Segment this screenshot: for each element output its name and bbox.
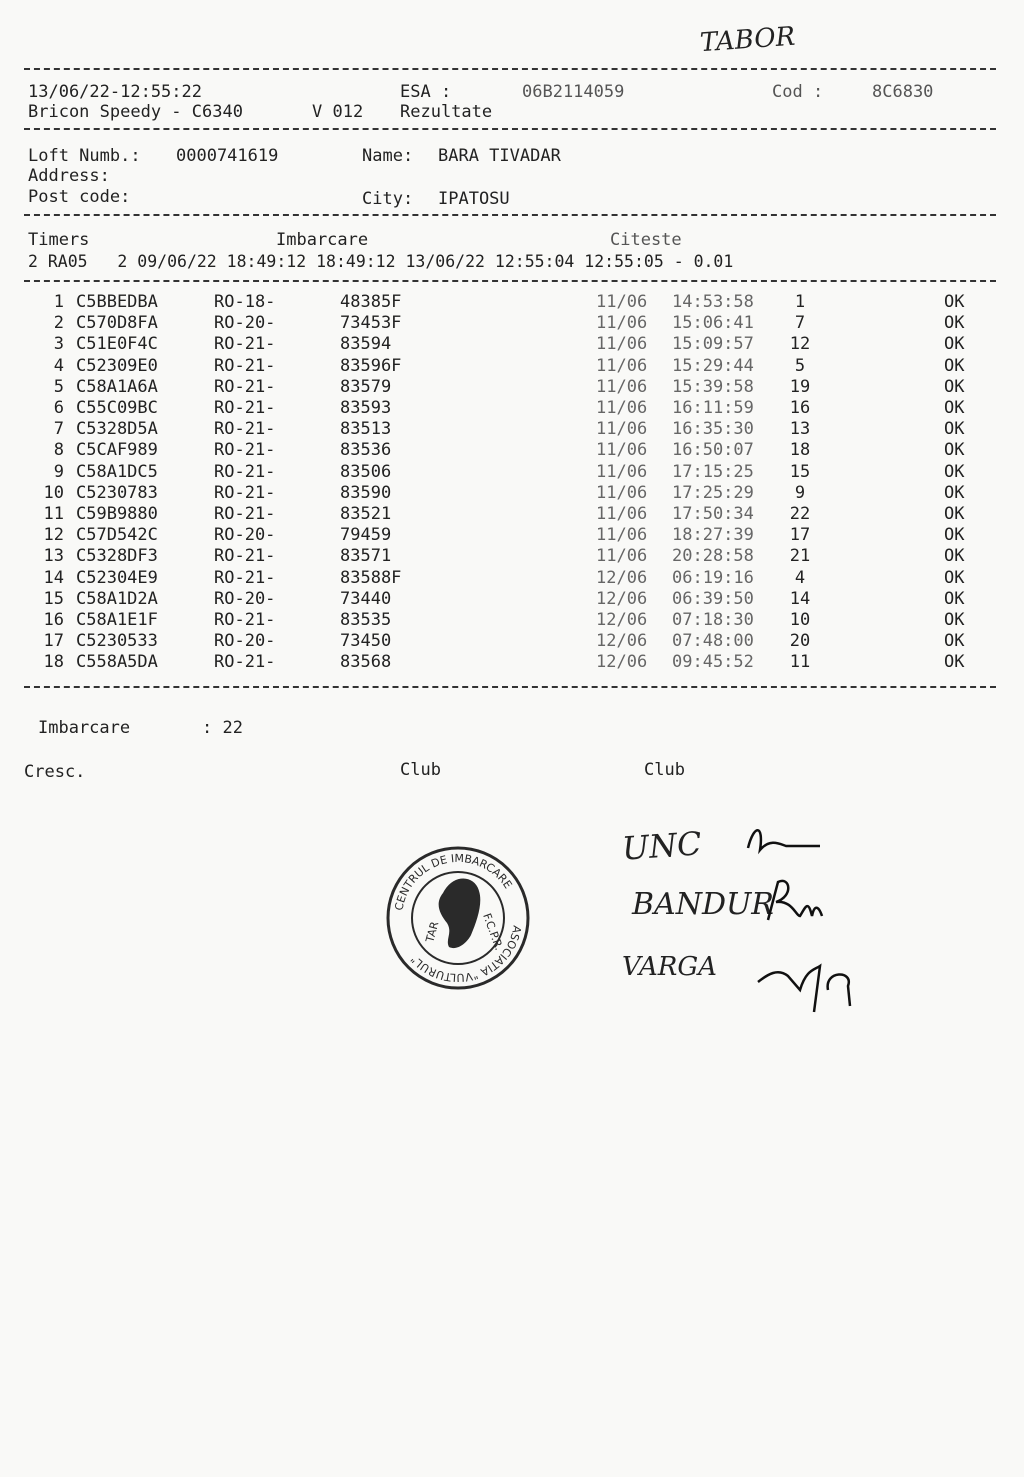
row-number: 11 — [43, 504, 64, 524]
imbarcare-count: : 22 — [202, 718, 243, 738]
chip-code: C5328DF3 — [76, 546, 158, 567]
ring-country: RO-21- — [214, 652, 276, 673]
arrival-time: 09:45:52 — [672, 652, 754, 673]
row-number: 18 — [43, 652, 64, 673]
signature-2-scribble — [762, 876, 832, 926]
arrival-date: 11/06 — [596, 419, 648, 440]
ring-country: RO-21- — [214, 334, 276, 355]
ring-number: 73440 — [340, 588, 392, 609]
signature-2: BANDUR — [632, 887, 774, 922]
status: OK — [944, 504, 965, 524]
arrival-time: 18:27:39 — [672, 525, 754, 546]
row-number: 4 — [53, 355, 64, 376]
arrival-date: 11/06 — [596, 482, 648, 503]
stamp-bottom-text: TAR — [423, 920, 442, 944]
status: OK — [944, 292, 965, 312]
row-number: 15 — [43, 588, 64, 609]
ring-number: 73453F — [340, 313, 402, 334]
table-row — [0, 419, 1024, 440]
row-number: 3 — [53, 334, 64, 355]
city-value: IPATOSU — [438, 189, 510, 209]
status: OK — [944, 461, 965, 482]
table-row — [0, 589, 1024, 610]
arrival-date: 11/06 — [596, 376, 648, 397]
ring-country: RO-21- — [214, 482, 276, 503]
ring-country: RO-21- — [214, 461, 276, 482]
arrival-time: 15:29:44 — [672, 355, 754, 376]
stamp-side-text: CENTRUL DE IMBARCARE — [392, 851, 515, 912]
arrival-date: 12/06 — [596, 610, 648, 630]
ring-number: 83579 — [340, 376, 392, 397]
row-number: 9 — [53, 461, 64, 482]
table-row — [0, 356, 1024, 377]
table-row — [0, 525, 1024, 546]
row-number: 7 — [53, 419, 64, 440]
arrival-date: 12/06 — [596, 652, 648, 673]
postcode-label: Post code: — [28, 187, 131, 207]
chip-code: C5328D5A — [76, 419, 158, 440]
chip-code: C5230783 — [76, 482, 158, 503]
chip-code: C52304E9 — [76, 567, 158, 588]
report-datetime: 13/06/22-12:55:22 — [28, 82, 202, 102]
arrival-time: 16:50:07 — [672, 440, 754, 461]
row-number: 14 — [43, 567, 64, 588]
chip-code: C59B9880 — [76, 504, 158, 524]
ring-number: 83513 — [340, 419, 392, 440]
chip-code: C58A1DC5 — [76, 461, 158, 482]
position: 10 — [789, 610, 811, 630]
chip-code: C51E0F4C — [76, 334, 158, 355]
separator — [24, 280, 996, 282]
table-row — [0, 504, 1024, 525]
arrival-date: 11/06 — [596, 525, 648, 546]
handwritten-title: TABOR — [699, 21, 797, 59]
arrival-date: 11/06 — [596, 334, 648, 355]
table-row — [0, 652, 1024, 673]
arrival-time: 16:11:59 — [672, 398, 754, 418]
signature-3-scribble — [754, 956, 864, 1016]
ring-number: 83596F — [340, 355, 402, 376]
arrival-date: 11/06 — [596, 546, 648, 567]
status: OK — [944, 440, 965, 461]
arrival-date: 11/06 — [596, 292, 648, 312]
position: 9 — [794, 482, 806, 503]
status: OK — [944, 525, 965, 546]
ring-number: 83588F — [340, 567, 402, 588]
table-row — [0, 313, 1024, 334]
arrival-date: 11/06 — [596, 504, 648, 524]
stamp-center-text: F.C.P.R. — [480, 911, 506, 953]
status: OK — [944, 546, 965, 567]
signature-1: UNC — [620, 824, 703, 868]
cod-label: Cod : — [772, 82, 824, 102]
ring-country: RO-21- — [214, 376, 276, 397]
citeste-label: Citeste — [610, 230, 682, 250]
arrival-time: 07:48:00 — [672, 631, 754, 652]
arrival-date: 11/06 — [596, 440, 648, 461]
ring-number: 83506 — [340, 461, 392, 482]
row-number: 17 — [43, 631, 64, 652]
chip-code: C58A1E1F — [76, 610, 158, 630]
row-number: 2 — [53, 313, 64, 334]
imbarcare-footer-label: Imbarcare — [38, 718, 131, 738]
arrival-date: 11/06 — [596, 398, 648, 418]
position: 19 — [789, 376, 811, 397]
row-number: 5 — [53, 376, 64, 397]
status: OK — [944, 588, 965, 609]
table-row — [0, 610, 1024, 631]
table-row — [0, 334, 1024, 355]
chip-code: C52309E0 — [76, 355, 158, 376]
status: OK — [944, 652, 965, 673]
ring-number: 48385F — [340, 292, 402, 312]
ring-country: RO-21- — [214, 355, 276, 376]
arrival-time: 17:25:29 — [672, 482, 754, 503]
ring-number: 73450 — [340, 631, 392, 652]
ring-country: RO-21- — [214, 504, 276, 524]
chip-code: C558A5DA — [76, 652, 158, 673]
arrival-date: 12/06 — [596, 567, 648, 588]
position: 22 — [789, 504, 811, 524]
separator — [24, 128, 996, 130]
esa-label: ESA : — [400, 82, 452, 102]
chip-code: C5BBEDBA — [76, 292, 158, 312]
loft-number: 0000741619 — [176, 146, 279, 166]
ring-country: RO-21- — [214, 398, 276, 418]
bird-icon — [439, 879, 481, 949]
arrival-date: 11/06 — [596, 355, 648, 376]
signature-3: VARGA — [622, 952, 717, 982]
ring-country: RO-21- — [214, 440, 276, 461]
arrival-time: 15:09:57 — [672, 334, 754, 355]
status: OK — [944, 376, 965, 397]
position: 18 — [789, 440, 811, 461]
arrival-time: 17:15:25 — [672, 461, 754, 482]
arrival-time: 07:18:30 — [672, 610, 754, 630]
ring-country: RO-21- — [214, 610, 276, 630]
position: 13 — [789, 419, 811, 440]
position: 11 — [789, 652, 811, 673]
arrival-time: 15:06:41 — [672, 313, 754, 334]
club-label-2: Club — [644, 760, 685, 780]
city-label: City: — [362, 189, 414, 209]
arrival-date: 11/06 — [596, 461, 648, 482]
address-label: Address: — [28, 166, 110, 186]
ring-country: RO-20- — [214, 631, 276, 652]
status: OK — [944, 355, 965, 376]
row-number: 12 — [43, 525, 64, 546]
owner-name: BARA TIVADAR — [438, 146, 561, 166]
table-row — [0, 462, 1024, 483]
position: 5 — [794, 355, 806, 376]
chip-code: C57D542C — [76, 525, 158, 546]
device-name: Bricon Speedy - C6340 — [28, 102, 243, 122]
arrival-date: 11/06 — [596, 313, 648, 334]
position: 4 — [794, 567, 806, 588]
separator — [24, 68, 996, 70]
report-type: Rezultate — [400, 102, 493, 122]
arrival-time: 06:39:50 — [672, 588, 754, 609]
arrival-date: 12/06 — [596, 588, 648, 609]
ring-country: RO-21- — [214, 546, 276, 567]
row-number: 13 — [43, 546, 64, 567]
name-label: Name: — [362, 146, 414, 166]
position: 21 — [789, 546, 811, 567]
ring-country: RO-20- — [214, 525, 276, 546]
club-label-1: Club — [400, 760, 441, 780]
ring-number: 83594 — [340, 334, 392, 355]
loft-label: Loft Numb.: — [28, 146, 141, 166]
position: 7 — [794, 313, 806, 334]
table-row — [0, 377, 1024, 398]
ring-number: 83571 — [340, 546, 392, 567]
position: 12 — [789, 334, 811, 355]
row-number: 1 — [53, 292, 64, 312]
status: OK — [944, 334, 965, 355]
cod-value: 8C6830 — [872, 82, 934, 102]
table-row — [0, 398, 1024, 419]
status: OK — [944, 398, 965, 418]
timers-line: 2 RA05 2 09/06/22 18:49:12 18:49:12 13/06/22 12:55:04 12:55:05 - 0.01 — [28, 252, 734, 271]
row-number: 6 — [53, 398, 64, 418]
table-row — [0, 631, 1024, 652]
table-row — [0, 292, 1024, 313]
status: OK — [944, 567, 965, 588]
table-row — [0, 483, 1024, 504]
status: OK — [944, 313, 965, 334]
arrival-date: 12/06 — [596, 631, 648, 652]
row-number: 8 — [53, 440, 64, 461]
row-number: 10 — [43, 482, 64, 503]
association-stamp — [383, 843, 533, 993]
row-number: 16 — [43, 610, 64, 630]
chip-code: C58A1D2A — [76, 588, 158, 609]
chip-code: C58A1A6A — [76, 376, 158, 397]
timers-label: Timers — [28, 230, 90, 250]
ring-country: RO-20- — [214, 313, 276, 334]
status: OK — [944, 610, 965, 630]
ring-number: 83590 — [340, 482, 392, 503]
position: 20 — [789, 631, 811, 652]
chip-code: C5230533 — [76, 631, 158, 652]
ring-country: RO-20- — [214, 588, 276, 609]
position: 14 — [789, 588, 811, 609]
arrival-time: 20:28:58 — [672, 546, 754, 567]
status: OK — [944, 631, 965, 652]
ring-number: 79459 — [340, 525, 392, 546]
position: 15 — [789, 461, 811, 482]
separator — [24, 686, 996, 688]
ring-number: 83568 — [340, 652, 392, 673]
status: OK — [944, 419, 965, 440]
arrival-time: 15:39:58 — [672, 376, 754, 397]
table-row — [0, 440, 1024, 461]
arrival-time: 06:19:16 — [672, 567, 754, 588]
ring-country: RO-18- — [214, 292, 276, 312]
chip-code: C5CAF989 — [76, 440, 158, 461]
imbarcare-header-label: Imbarcare — [276, 230, 369, 250]
position: 17 — [789, 525, 811, 546]
position: 1 — [794, 292, 806, 312]
esa-value: 06B2114059 — [522, 82, 625, 102]
ring-number: 83593 — [340, 398, 392, 418]
separator — [24, 214, 996, 216]
ring-number: 83536 — [340, 440, 392, 461]
table-row — [0, 546, 1024, 567]
table-row — [0, 568, 1024, 589]
arrival-time: 14:53:58 — [672, 292, 754, 312]
arrival-time: 17:50:34 — [672, 504, 754, 524]
ring-number: 83535 — [340, 610, 392, 630]
cresc-label: Cresc. — [24, 762, 86, 782]
ring-number: 83521 — [340, 504, 392, 524]
ring-country: RO-21- — [214, 419, 276, 440]
position: 16 — [789, 398, 811, 418]
stamp-top-text: ASOCIATIA "VULTURUL" — [408, 924, 524, 985]
status: OK — [944, 482, 965, 503]
device-version: V 012 — [312, 102, 364, 122]
arrival-time: 16:35:30 — [672, 419, 754, 440]
ring-country: RO-21- — [214, 567, 276, 588]
chip-code: C55C09BC — [76, 398, 158, 418]
signature-1-scribble — [740, 820, 830, 860]
chip-code: C570D8FA — [76, 313, 158, 334]
